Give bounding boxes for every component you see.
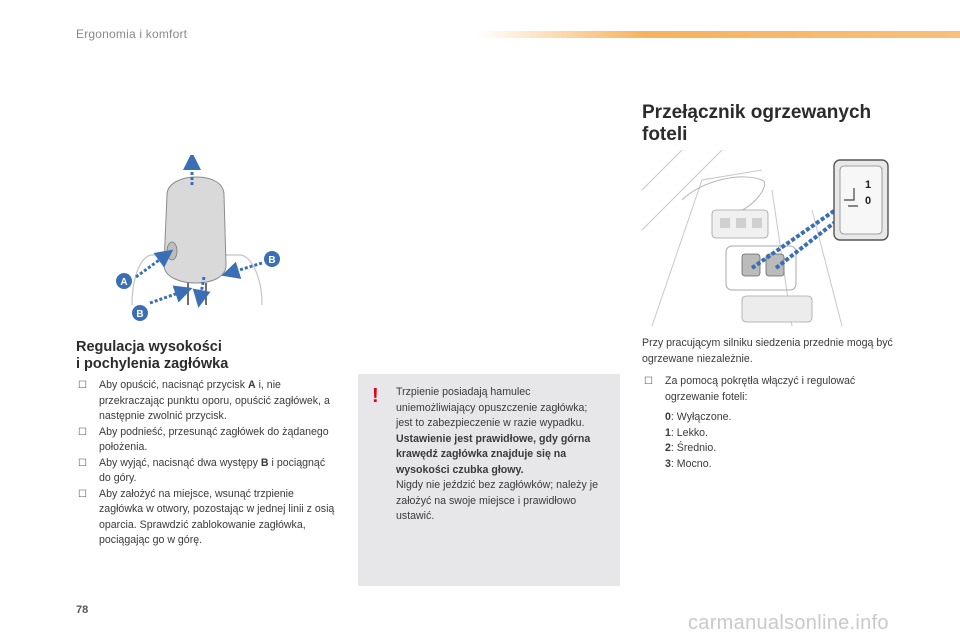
console-illustration [642, 150, 890, 326]
page-number: 78 [76, 604, 89, 616]
checkbox-bullet-icon: ☐ [78, 380, 87, 391]
heading-line: Regulacja wysokości [76, 339, 222, 355]
warning-text-normal: Trzpienie posiadają hamulec uniemożliwiający opuszczenie zagłówka; jest to zabezpieczenie w razie wypadku. [396, 386, 588, 429]
list-item: ☐ Aby opuścić, nacisnąć przycisk A i, nie przekraczając punktu oporu, opuścić zagłówek, a następnie zwolnić przycisk. [78, 379, 330, 422]
bullet-text: Za pomocą pokrętła włączyć i regulować ogrzewanie foteli: [665, 375, 856, 403]
heating-levels [665, 410, 865, 472]
label-a-icon [116, 273, 132, 289]
heated-seat-switch-icon [834, 160, 888, 240]
svg-text:1: 1 [864, 179, 872, 191]
svg-text:B: B [268, 255, 276, 266]
list-item: 2: Średnio. [665, 442, 717, 454]
svg-text:0: 0 [864, 195, 872, 207]
heading-line: i pochylenia zagłówka [76, 356, 229, 372]
heading-heated-seats [642, 102, 942, 146]
warning-text-normal: Nigdy nie jeździć bez zagłówków; należy je założyć na swoje miejsce i prawidłowo ustawić. [396, 479, 598, 522]
section-title: Ergonomia i komfort [76, 27, 188, 41]
checkbox-bullet-icon: ☐ [78, 488, 87, 500]
warning-text-bold: Ustawienie jest prawidłowe, gdy górna krawędź zagłówka znajduje się na wysokości czubka głowy. [396, 432, 591, 476]
warning-text [396, 385, 606, 525]
list-item: ☐ Aby podnieść, przesunąć zagłówek do żądanego położenia. [78, 425, 329, 453]
svg-text:A: A [120, 277, 128, 288]
svg-text:B: B [136, 309, 144, 320]
heading-line: foteli [642, 124, 688, 145]
list-item [642, 374, 902, 405]
list-item: ☐ Aby wyjąć, nacisnąć dwa występy B i pociągnąć do góry. [78, 456, 326, 484]
checkbox-bullet-icon: ☐ [78, 426, 87, 438]
exclamation-icon: ! [372, 385, 379, 407]
checkbox-bullet-icon: ☐ [78, 457, 87, 469]
list-item: ☐ Aby założyć na miejsce, wsunąć trzpienie zagłówka w otwory, pozostając w jednej linii z osią oparcia. Sprawdzić zablokowanie zagłówka, pociągając go w górę. [78, 487, 335, 546]
list-item: 1: Lekko. [665, 426, 709, 439]
header-accent-bar [478, 31, 960, 38]
checkbox-bullet-icon: ☐ [644, 376, 653, 387]
headrest-illustration [112, 155, 280, 325]
list-item: 0: Wyłączone. [665, 411, 732, 423]
heading-headrest [76, 339, 336, 373]
label-b-icon [264, 251, 280, 267]
list-item: 3: Mocno. [665, 457, 712, 470]
warning-box [358, 374, 620, 586]
label-b-icon [132, 305, 148, 321]
watermark: carmanualsonline.info [688, 612, 889, 634]
headrest-instructions [76, 378, 336, 549]
heated-seats-intro: Przy pracującym silniku siedzenia przednie mogą być ogrzewane niezależnie. [642, 337, 893, 365]
heading-line: Przełącznik ogrzewanych [642, 102, 872, 123]
